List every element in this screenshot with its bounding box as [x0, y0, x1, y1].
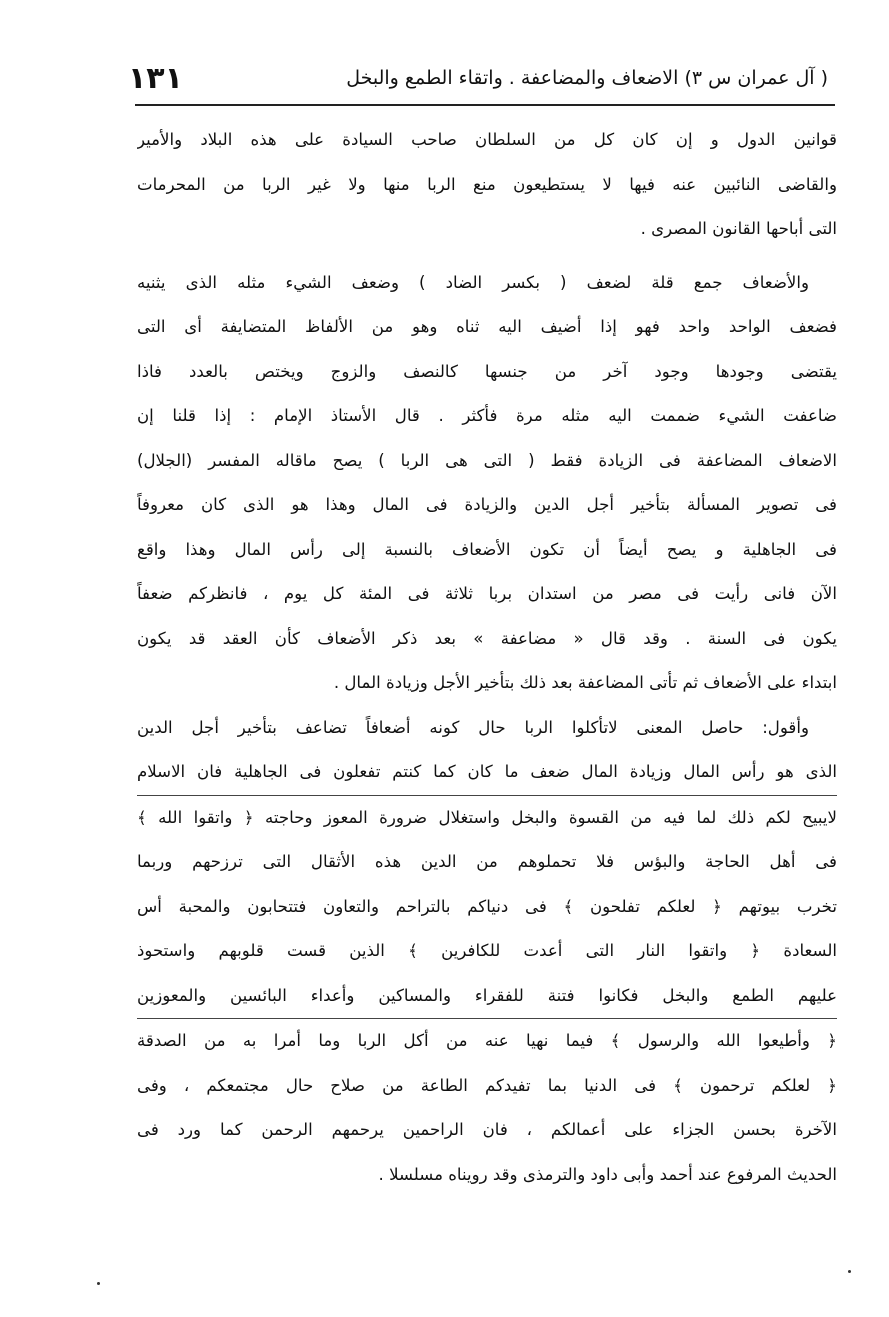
scan-speck	[97, 1282, 100, 1285]
paragraph-start-line: والأضعاف جمع قلة لضعف ( بكسر الضاد ) وضعف الشيء مثله الذى يثنيه	[137, 272, 809, 292]
text-line: عليهم الطمع والبخل فكانوا فتنة للفقراء والمساكين وأعداء البائسين والمعوزين	[137, 974, 837, 1020]
scan-speck	[848, 1270, 851, 1273]
text-line: فى تصوير المسألة بتأخير أجل الدين والزيادة فى المال وهذا هو الذى كان معروفاً	[137, 495, 837, 514]
text-line: قوانين الدول و إن كان كل من السلطان صاحب السيادة على هذه البلاد والأمير	[137, 130, 837, 149]
page-number: ١٣١	[128, 60, 183, 96]
text-line: يقتضى وجودها وجود آخر من جنسها كالنصف والزوج ويختص بالعدد فاذا	[137, 361, 837, 381]
text-line: تخرب بيوتهم ﴿ لعلكم تفلحون ﴾ فى دنياكم بالتراحم والتعاون فتتحابون والمحبة أس	[137, 896, 837, 916]
text-line: ضاعفت الشيء ضممت اليه مثله مرة فأكثر . قال الأستاذ الإمام : إذا قلنا إن	[137, 406, 837, 425]
text-line: التى أباحها القانون المصرى .	[640, 219, 837, 238]
text-line: لايبيح لكم ذلك لما فيه من القسوة والبخل واستغلال ضرورة المعوز وحاجته ﴿ واتقوا الله ﴾	[137, 807, 837, 827]
text-line: ابتداء على الأضعاف ثم تأتى المضاعفة بعد ذلك بتأخير الأجل وزيادة المال .	[333, 673, 837, 692]
text-line: الذى هو رأس المال وزيادة المال ضعف ما كان كما كنتم تفعلون فى الجاهلية فان الاسلام	[137, 750, 837, 796]
text-line: الآن فانى رأيت فى مصر من استدان بربا ثلاثة فى المئة كل يوم ، فانظركم ضعفاً	[137, 584, 837, 603]
text-line: فضعف الواحد واحد فهو إذا أضيف اليه ثناه وهو من الألفاظ المتضايفة أى التى	[137, 317, 837, 336]
running-title: ( آل عمران س ٣) الاضعاف والمضاعفة . واتقاء الطمع والبخل	[346, 67, 828, 89]
text-line: الآخرة بحسن الجزاء على أعمالكم ، فان الراحمين يرحمهم الرحمن كما ورد فى	[137, 1120, 837, 1139]
text-line: يكون فى السنة . وقد قال « مضاعفة » بعد ذكر الأضعاف كأن العقد قد يكون	[137, 628, 837, 648]
text-line: ﴿ وأطيعوا الله والرسول ﴾ فيما نهيا عنه من أكل الربا وما أمرا به من الصدقة	[137, 1031, 837, 1050]
text-line: السعادة ﴿ واتقوا النار التى أعدت للكافرين ﴾ الذين قست قلوبهم واستحوذ	[137, 941, 837, 960]
page-header	[128, 58, 828, 98]
paragraph-start-line: وأقول: حاصل المعنى لاتأكلوا الربا حال كونه أضعافاً تضاعف بتأخير أجل الدين	[137, 717, 809, 737]
text-line: الاضعاف المضاعفة فى الزيادة فقط ( التى هى الربا ) يصح ماقاله المفسر (الجلال)	[137, 450, 837, 470]
text-line: فى أهل الحاجة والبؤس فلا تحملوهم من الدين هذه الأثقال التى ترزحهم وربما	[137, 852, 837, 871]
text-line: والقاضى النائبين عنه فيها لا يستطيعون منع الربا منها ولا غير الربا من المحرمات	[137, 174, 837, 194]
text-line: الحديث المرفوع عند أحمد وأبى داود والترمذى وقد رويناه مسلسلا .	[378, 1164, 837, 1184]
header-divider	[135, 104, 835, 106]
text-line: فى الجاهلية و يصح أيضاً أن تكون الأضعاف بالنسبة إلى رأس المال وهذا واقع	[137, 539, 837, 559]
page-body	[137, 118, 837, 1197]
text-line: ﴿ لعلكم ترحمون ﴾ فى الدنيا بما تفيدكم الطاعة من صلاح حال مجتمعكم ، وفى	[137, 1075, 837, 1095]
